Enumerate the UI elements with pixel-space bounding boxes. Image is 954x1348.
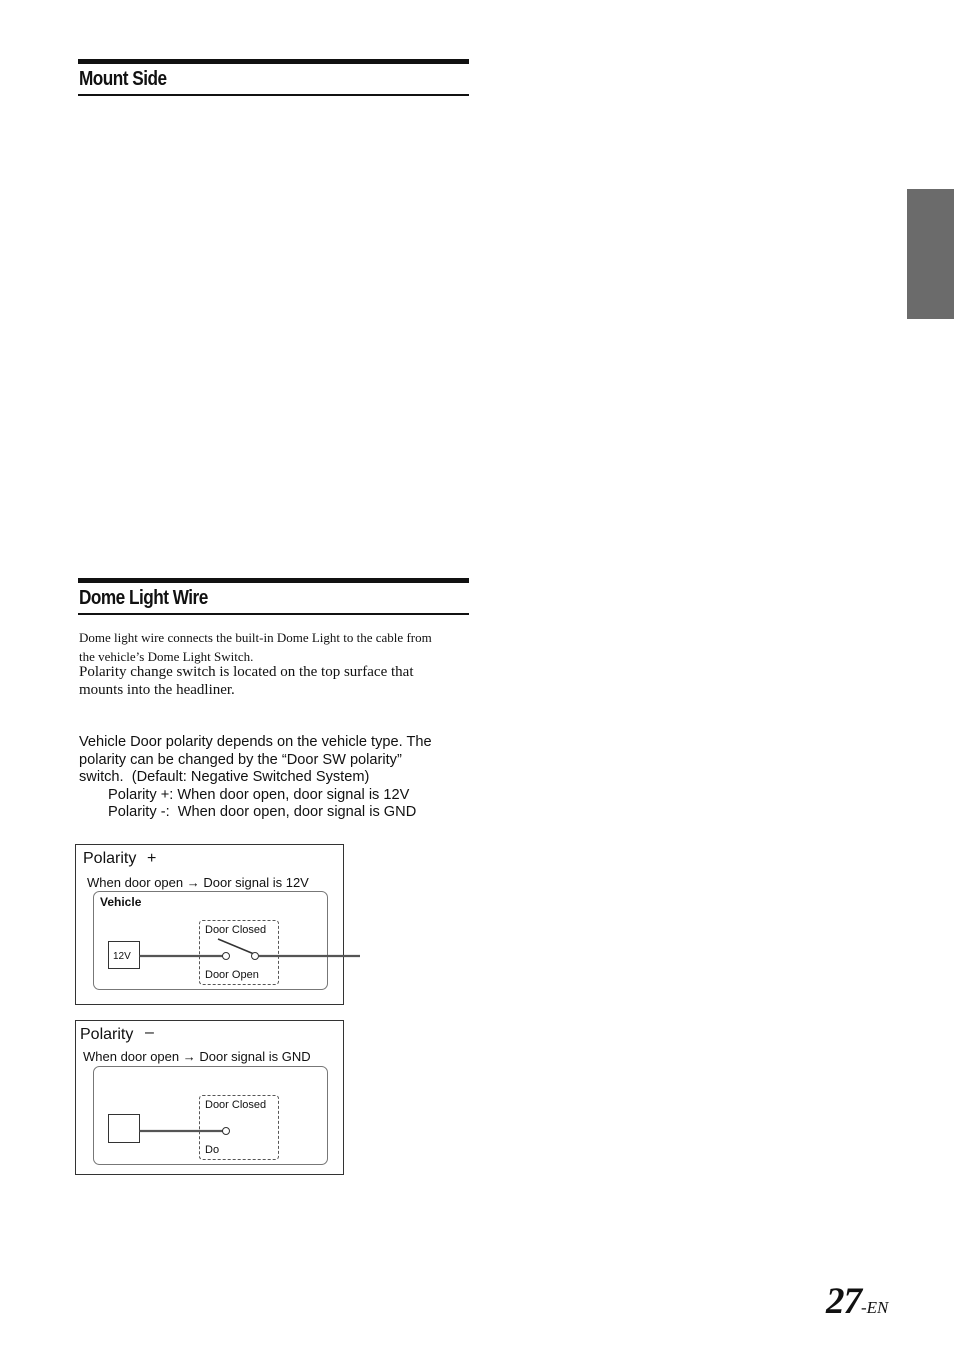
switch-contact-right [252, 953, 259, 960]
polarity-line-2: polarity can be changed by the “Door SW polarity” [79, 751, 402, 768]
page-number [826, 1280, 888, 1323]
diagram-sign: + [147, 850, 157, 867]
diagram-heading: Polarity [83, 850, 137, 867]
door-closed-label: Door Closed [205, 1099, 267, 1111]
location-line-1: Polarity change switch is located on the top surface that [79, 664, 414, 680]
diagram-sign: – [145, 1024, 154, 1041]
intro-line-1: Dome light wire connects the built-in Dome Light to the cable from [79, 630, 432, 645]
switch-lever [218, 939, 254, 954]
diagram-caption: When door open → Door signal is 12V [87, 875, 309, 890]
door-open-label: Do [205, 1144, 220, 1156]
dome-light-bottom-rule [78, 613, 469, 615]
diagram-caption: When door open → Door signal is GND [83, 1049, 311, 1064]
page-number-suffix: -EN [861, 1298, 889, 1317]
side-thumb-tab [907, 189, 954, 319]
dome-light-heading: Dome Light Wire [79, 587, 208, 609]
ground-source-box [109, 1115, 140, 1143]
polarity-plus-definition: Polarity +: When door open, door signal is 12V [108, 786, 410, 803]
switch-contact-left [223, 953, 230, 960]
mount-side-heading: Mount Side [79, 68, 167, 90]
mount-side-bottom-rule [78, 94, 469, 96]
diagram-heading: Polarity [80, 1026, 134, 1043]
polarity-minus-diagram [70, 1016, 360, 1181]
page-number-value: 27 [826, 1281, 861, 1322]
switch-contact-left [223, 1128, 230, 1135]
mount-side-top-rule [78, 59, 469, 64]
dome-light-top-rule [78, 578, 469, 583]
polarity-minus-definition: Polarity -: When door open, door signal is GND [108, 804, 417, 820]
location-line-2: mounts into the headliner. [79, 682, 235, 698]
door-open-label: Door Open [205, 969, 259, 981]
door-closed-label: Door Closed [205, 924, 267, 936]
vehicle-label: Vehicle [100, 895, 142, 909]
voltage-label: 12V [113, 951, 131, 962]
polarity-line-1: Vehicle Door polarity depends on the vehicle type. The [79, 734, 432, 750]
intro-line-2: the vehicle’s Dome Light Switch. [79, 649, 254, 664]
polarity-line-3: switch. (Default: Negative Switched System) [79, 769, 370, 785]
polarity-plus-diagram [70, 840, 370, 1010]
